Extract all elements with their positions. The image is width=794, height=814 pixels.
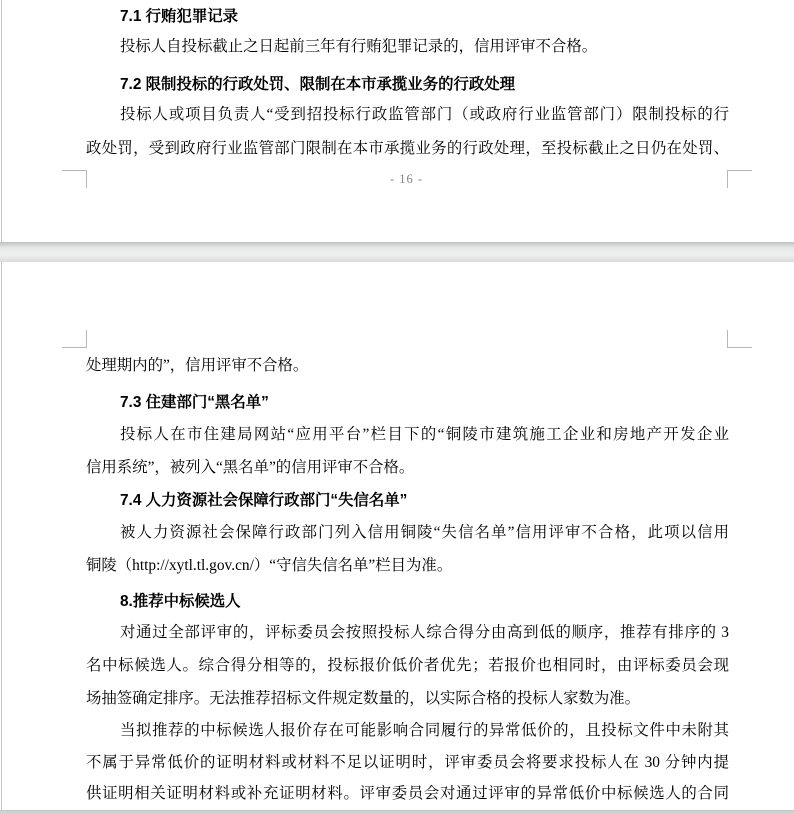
body-text-line: 被人力资源社会保障行政部门列入信用铜陵“失信名单”信用评审不合格，此项以信用: [120, 524, 729, 541]
heading-line: 7.1 行贿犯罪记录: [120, 8, 239, 25]
page-gap: [0, 242, 794, 262]
heading-line: 7.3 住建部门“黑名单”: [120, 394, 269, 411]
crop-mark-bottom-left: [62, 170, 87, 188]
heading-line: 8.推荐中标候选人: [120, 593, 241, 610]
page-1[interactable]: [2, 0, 794, 242]
viewport-bottom-edge: [0, 810, 794, 814]
body-text-line: 铜陵（http://xytl.tl.gov.cn/）“守信失信名单”栏目为准。: [86, 557, 453, 574]
heading-line: 7.2 限制投标的行政处罚、限制在本市承揽业务的行政处理: [120, 76, 516, 93]
body-text-line: 政处罚，受到政府行业监管部门限制在本市承揽业务的行政处理，至投标截止之日仍在处罚、: [86, 140, 729, 157]
body-text-line: 投标人在市住建局网站“应用平台”栏目下的“铜陵市建筑施工企业和房地产开发企业: [120, 426, 729, 443]
page-2[interactable]: [2, 262, 794, 814]
crop-mark-top-right: [727, 330, 752, 348]
body-text-line: 供证明相关证明材料或补充证明材料。评审委员会对通过评审的异常低价中标候选人的合同: [86, 785, 729, 802]
body-text-line: 投标人自投标截止之日起前三年有行贿犯罪记录的，信用评审不合格。: [120, 38, 598, 55]
crop-mark-top-left: [62, 330, 87, 348]
body-text-line: 处理期内的”，信用评审不合格。: [86, 357, 309, 374]
body-text-line: 对通过全部评审的，评标委员会按照投标人综合得分由高到低的顺序，推荐有排序的 3: [120, 624, 729, 641]
body-text-line: 不属于异常低价的证明材料或材料不足以证明时，评审委员会将要求投标人在 30 分钟内提: [86, 754, 729, 771]
body-text-line: 名中标候选人。综合得分相等的，投标报价低价者优先；若报价也相同时，由评标委员会现: [86, 657, 729, 674]
heading-line: 7.4 人力资源社会保障行政部门“失信名单”: [120, 492, 408, 509]
body-text-line: 投标人或项目负责人“受到招投标行政监管部门（或政府行业监管部门）限制投标的行: [120, 106, 729, 123]
body-text-line: 场抽签确定排序。无法推荐招标文件规定数量的，以实际合格的投标人家数为准。: [86, 690, 641, 707]
body-text-line: 信用系统”，被列入“黑名单”的信用评审不合格。: [86, 459, 415, 476]
crop-mark-bottom-right: [727, 170, 752, 188]
body-text-line: 当拟推荐的中标候选人报价存在可能影响合同履行的异常低价的，且投标文件中未附其: [120, 722, 729, 739]
page-number: - 16 -: [389, 172, 424, 186]
